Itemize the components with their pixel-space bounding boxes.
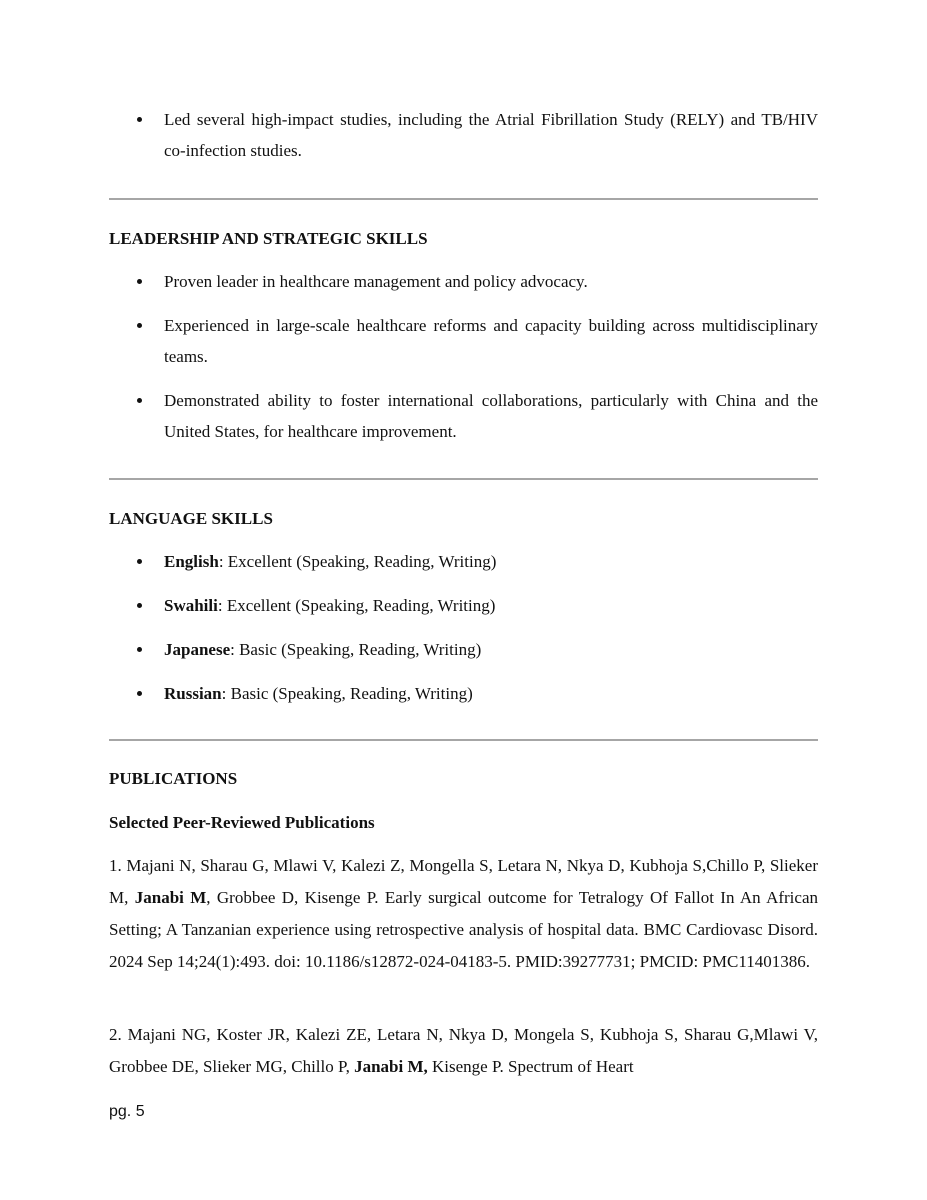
publication-entry-1: [109, 850, 818, 978]
language-level: : Excellent (Speaking, Reading, Writing): [218, 552, 497, 571]
page-number: pg. 5: [109, 1103, 145, 1120]
list-item: Demonstrated ability to foster international collaborations, particularly with China and the United States, for healthcare improvement.: [109, 385, 818, 447]
language-name: Russian: [164, 684, 222, 703]
language-item-japanese: [109, 634, 818, 665]
language-level: : Basic (Speaking, Reading, Writing): [230, 640, 482, 659]
publication-entry-2: [109, 1019, 818, 1083]
list-item: Proven leader in healthcare management and policy advocacy.: [109, 266, 818, 297]
language-list: [109, 546, 818, 709]
publications-subheading: Selected Peer-Reviewed Publications: [109, 813, 375, 832]
section-divider: [109, 198, 818, 200]
language-name: English: [164, 552, 219, 571]
publication-details: , Grobbee D, Kisenge P. Early surgical outcome for Tetralogy Of Fallot In An African Setting; A Tanzanian experience using retrospective analysis of hospital data. BMC Cardiovasc Disord. 2024 Sep 14;24(1):493. doi: 10.1186/s12872-024-04183-5. PMID:39277731; PMCID: PMC11401386.: [109, 888, 818, 971]
publication-details: Kisenge P. Spectrum of Heart: [427, 1057, 634, 1076]
language-item-russian: [109, 678, 818, 709]
language-name: Swahili: [164, 596, 218, 615]
leadership-heading: LEADERSHIP AND STRATEGIC SKILLS: [109, 229, 428, 248]
highlighted-author: Janabi M,: [354, 1057, 428, 1076]
list-item: Experienced in large-scale healthcare reforms and capacity building across multidisciplinary teams.: [109, 310, 818, 372]
publication-authors: 2. Majani NG, Koster JR, Kalezi ZE, Letara N, Nkya D, Mongela S, Kubhoja S, Sharau G,Mlawi V, Grobbee DE, Slieker MG, Chillo P,: [109, 1025, 818, 1076]
language-heading: LANGUAGE SKILLS: [109, 509, 273, 528]
leadership-list: [109, 266, 818, 447]
research-list: [109, 104, 818, 166]
publications-heading: PUBLICATIONS: [109, 769, 238, 788]
section-divider: [109, 478, 818, 480]
highlighted-author: Janabi M: [134, 888, 207, 907]
language-level: : Excellent (Speaking, Reading, Writing): [217, 596, 496, 615]
language-name: Japanese: [164, 640, 231, 659]
language-item-swahili: [109, 590, 818, 621]
section-divider: [109, 739, 818, 741]
list-item: Led several high-impact studies, including the Atrial Fibrillation Study (RELY) and TB/HIV co-infection studies.: [109, 104, 818, 166]
publication-authors: 1. Majani N, Sharau G, Mlawi V, Kalezi Z, Mongella S, Letara N, Nkya D, Kubhoja S,Chillo P, Slieker M,: [109, 856, 818, 907]
language-item-english: [109, 546, 818, 577]
language-level: : Basic (Speaking, Reading, Writing): [221, 684, 473, 703]
